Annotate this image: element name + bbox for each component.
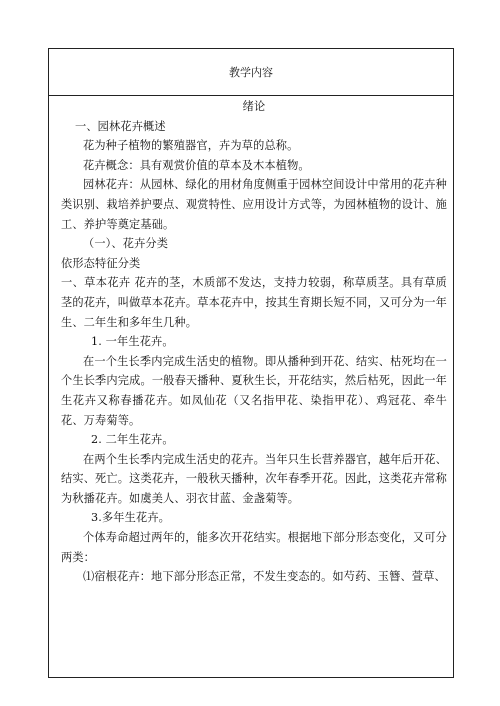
item-heading: 3.多年生花卉。 [91,511,170,525]
classification-basis: 依形态特征分类 [61,256,141,270]
paragraph: 园林花卉：从园林、绿化的用材角度侧重于园林空间设计中常用的花卉种类识别、栽培养护要点、观赏特性、应用设计方式等，为园林植物的设计、施工、养护等奠定基础。 [61,178,447,231]
paragraph: 个体寿命超过两年的，能多次开花结实。根据地下部分形态变化，又可分两类： [61,531,447,564]
section-heading: 一、园林花卉概述 [75,119,166,133]
item-heading: 1. 一年生花卉。 [91,335,174,349]
content-cell [49,96,453,587]
paragraph: ⑴宿根花卉：地下部分形态正常，不发生变态的。如芍药、玉簪、萱草、 [83,570,446,584]
table-header-row [49,49,453,96]
paragraph: 花为种子植物的繁殖器官，卉为草的总称。 [83,139,299,153]
item-heading: 2. 二年生花卉。 [91,433,174,447]
paragraph: 在两个生长季内完成生活史的花卉。当年只生长营养器官，越年后开花、结实、死亡。这类花卉，一般秋天播种，次年春季开花。因此，这类花卉常称为秋播花卉。如虞美人、羽衣甘蓝、金盏菊等。 [61,452,447,505]
paragraph: 花卉概念：具有观赏价值的草本及木本植物。 [83,158,310,172]
paragraph: 一、草本花卉 花卉的茎，木质部不发达，支持力较弱，称草质茎。具有草质茎的花卉，叫做草本花卉。草本花卉中，按其生育期长短不同，又可分为一年生、二年生和多年生几种。 [61,276,447,329]
page-title: 绪论 [242,100,266,113]
paragraph: 在一个生长季内完成生活史的植物。即从播种到开花、结实、枯死均在一个生长季内完成。一般春天播种、夏秋生长，开花结实，然后枯死，因此一年生花卉又称春播花卉。如凤仙花（又名指甲花、染指甲花）、鸡冠花、牵牛花、万寿菊等。 [61,354,447,427]
lesson-table [48,48,454,678]
table-header: 教学内容 [229,66,273,79]
subsection-heading: （一）、花卉分类 [83,237,169,251]
